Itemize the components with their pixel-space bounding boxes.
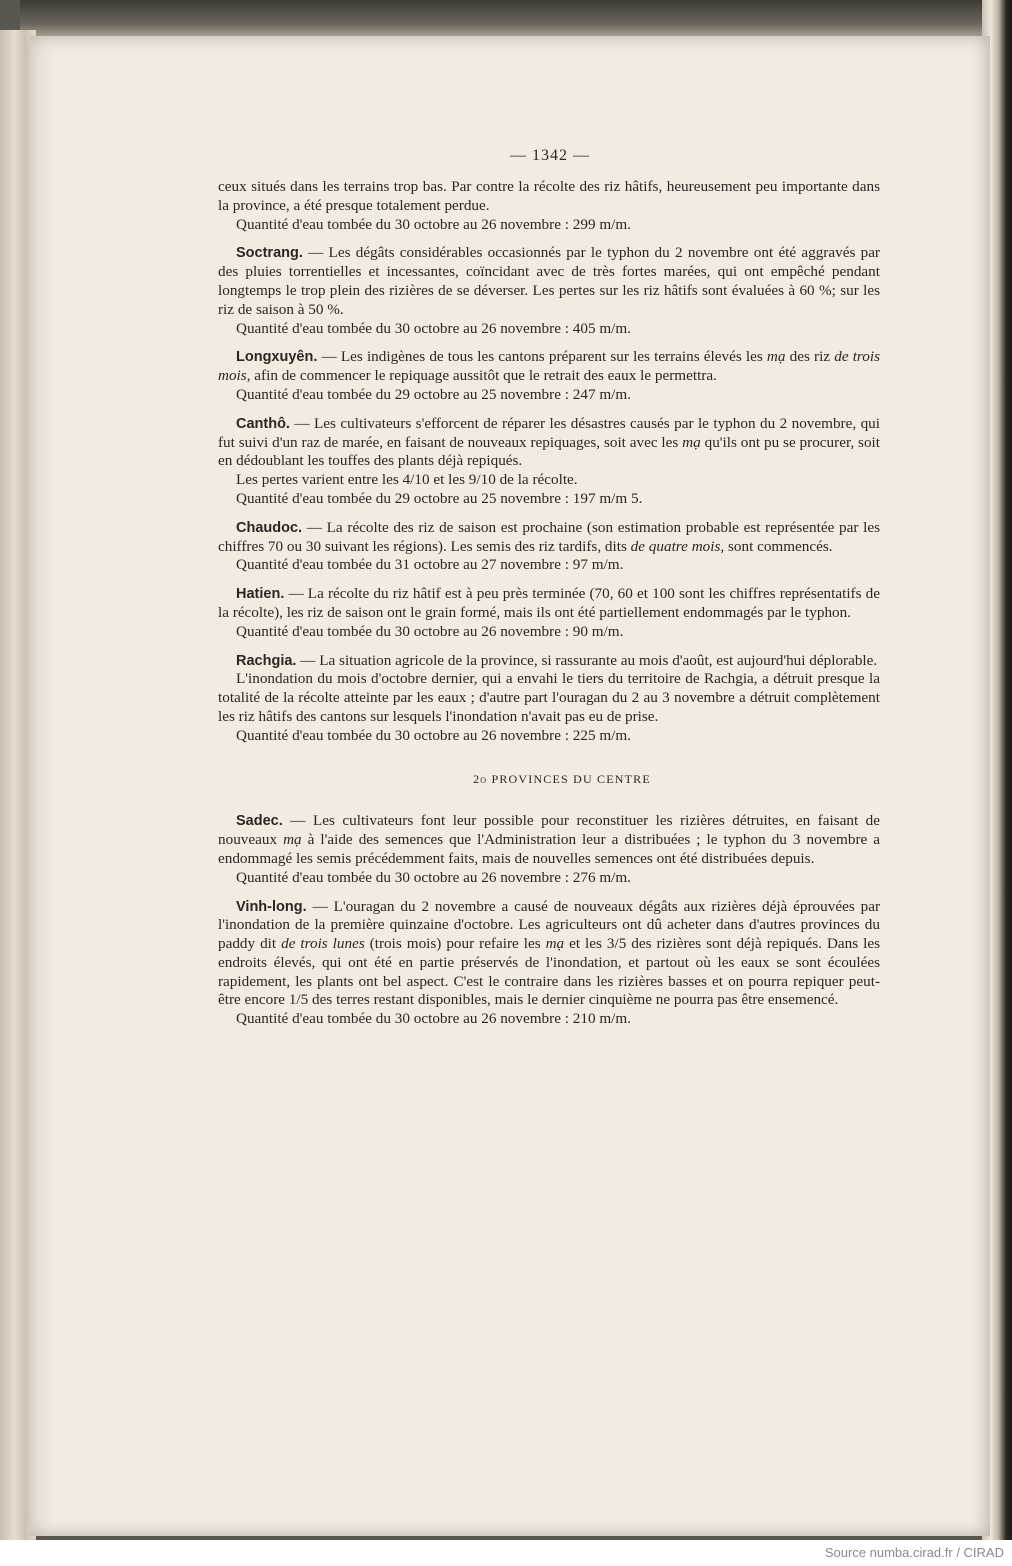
- paragraph-text: — Les dégâts considérables occasionnés par le typhon du 2 novembre ont été aggravés par des pluies torrentielles et incessantes, coïncidant avec de très fortes marées, qui ont empêché pendant longtemps le trop plein des rizières de se déverser. Les pertes sur les riz hâtifs sont évaluées à 60 %; sur les riz de saison à 50 %.: [218, 244, 880, 318]
- paragraph-italic: mạ: [766, 348, 786, 366]
- province-name: Vinh-long.: [236, 898, 307, 915]
- vinhlong-rainfall: Quantité d'eau tombée du 30 octobre au 26 novembre : 210 m/m.: [236, 1010, 631, 1028]
- paragraph-italic: de quatre mois: [630, 537, 721, 555]
- intro-rainfall: Quantité d'eau tombée du 30 octobre au 26 novembre : 299 m/m.: [236, 215, 631, 233]
- paragraph-text: — Les cultivateurs font leur possible pour reconstituer les rizières détruites, en faisant de nouveaux: [218, 812, 880, 849]
- sadec-paragraph: [218, 812, 880, 868]
- province-name: Longxuyên.: [236, 349, 318, 366]
- soctrang-paragraph: [218, 244, 880, 319]
- paragraph-text: à l'aide des semences que l'Administration leur a distribuées ; le typhon du 3 novembre a endommagé les semis précédemment faits, mais de nouvelles semences ont été distribuées depuis.: [218, 831, 880, 867]
- soctrang-rainfall: Quantité d'eau tombée du 30 octobre au 26 novembre : 405 m/m.: [236, 319, 631, 337]
- paragraph-text: — L'ouragan du 2 novembre a causé de nouveaux dégâts aux rizières déjà éprouvées par l'inondation de la première quinzaine d'octobre. Les agriculteurs ont dû acheter dans d'autres provinces du paddy dit: [218, 897, 880, 953]
- cantho-losses: Les pertes varient entre les 4/10 et les 9/10 de la récolte.: [236, 471, 578, 489]
- paragraph-italic: mạ: [283, 831, 302, 849]
- paragraph-italic: de trois mois: [218, 348, 880, 385]
- rachgia-flood: L'inondation du mois d'octobre dernier, qui a envahi le tiers du territoire de Rachgia, a détruit presque la totalité de la récolte atteinte par les eaux ; d'autre part l'ouragan du 2 au 3 novembre a détruit complètement les riz hâtifs des cantons sur lesquels l'inondation n'avait pas eu de prise.: [218, 670, 880, 725]
- paragraph-text: qu'ils ont pu se procurer, soit en dédoublant les touffes des plants déjà repiqués.: [218, 433, 880, 470]
- paragraph-italic: de trois lunes: [281, 935, 365, 953]
- paragraph-text: — La situation agricole de la province, si rassurante au mois d'août, est aujourd'hui déplorable.: [296, 651, 878, 669]
- hatien-paragraph: [218, 585, 880, 623]
- province-name: Rachgia.: [236, 652, 297, 669]
- longxuyen-paragraph: [218, 348, 880, 386]
- province-name: Sadec.: [236, 813, 283, 830]
- longxuyen-rainfall: Quantité d'eau tombée du 29 octobre au 25 novembre : 247 m/m.: [236, 385, 631, 403]
- sadec-rainfall: Quantité d'eau tombée du 30 octobre au 26 novembre : 276 m/m.: [236, 868, 631, 886]
- vinhlong-paragraph: [218, 898, 880, 1011]
- paragraph-text: — Les indigènes de tous les cantons préparent sur les terrains élevés les: [317, 348, 767, 366]
- intro-paragraph: ceux situés dans les terrains trop bas. Par contre la récolte des riz hâtifs, heureusement peu importante dans la province, a été presque totalement perdue.: [218, 178, 880, 214]
- paragraph-text: — La récolte du riz hâtif est à peu près terminée (70, 60 et 100 sont les chiffres représentatifs de la récolte), les riz de saison ont le grain formé, mais ils ont été partiellement endommagés par le typhon.: [218, 585, 880, 621]
- paragraph-text: (trois mois) pour refaire les: [364, 935, 546, 953]
- paragraph-text: — Les cultivateurs s'efforcent de réparer les désastres causés par le typhon du 2 novembre, qui fut suivi d'un raz de marée, en faisant de nouveaux repiquages, soit avec les: [218, 414, 880, 451]
- paragraph-text: — La récolte des riz de saison est prochaine (son estimation probable est représentée par les chiffres 70 ou 30 suivant les régions). Les semis des riz tardifs, dits: [218, 518, 880, 555]
- cantho-rainfall: Quantité d'eau tombée du 29 octobre au 25 novembre : 197 m/m 5.: [236, 489, 643, 507]
- page-number: — 1342 —: [510, 147, 590, 164]
- province-name: Chaudoc.: [236, 519, 303, 536]
- cantho-paragraph: [218, 415, 880, 471]
- paragraph-text: des riz: [785, 348, 835, 366]
- province-name: Soctrang.: [236, 245, 303, 262]
- book-top-edge: [20, 0, 1010, 40]
- province-name: Hatien.: [236, 586, 285, 603]
- paragraph-text: et les 3/5 des rizières sont déjà repiqués. Dans les endroits élevés, qui ont été en partie préservés de l'inondation, et partout où les eaux se sont écoulées rapidement, les plants ont bel aspect. C'est le contraire dans les rizières basses et on pourra repiquer peut-être encore 1/5 des terres restant disponibles, mais le dernier cinquième ne pourra pas être ensemencé.: [218, 935, 880, 1009]
- province-name: Canthô.: [236, 415, 290, 432]
- chaudoc-paragraph: [218, 519, 880, 557]
- page-content: [218, 178, 880, 1029]
- source-credit: Source numba.cirad.fr / CIRAD: [824, 1545, 1004, 1560]
- hatien-rainfall: Quantité d'eau tombée du 30 octobre au 26 novembre : 90 m/m.: [236, 622, 624, 640]
- paragraph-italic: mạ: [682, 433, 701, 451]
- paragraph-text: , sont commencés.: [720, 537, 833, 555]
- rachgia-rainfall: Quantité d'eau tombée du 30 octobre au 26 novembre : 225 m/m.: [236, 726, 631, 744]
- section-heading: 2o PROVINCES DU CENTRE: [473, 771, 651, 786]
- paragraph-italic: mạ: [545, 935, 565, 953]
- paragraph-text: , afin de commencer le repiquage aussitôt que le retrait des eaux le permettra.: [246, 367, 717, 385]
- rachgia-paragraph: [218, 652, 880, 671]
- chaudoc-rainfall: Quantité d'eau tombée du 31 octobre au 27 novembre : 97 m/m.: [236, 556, 624, 574]
